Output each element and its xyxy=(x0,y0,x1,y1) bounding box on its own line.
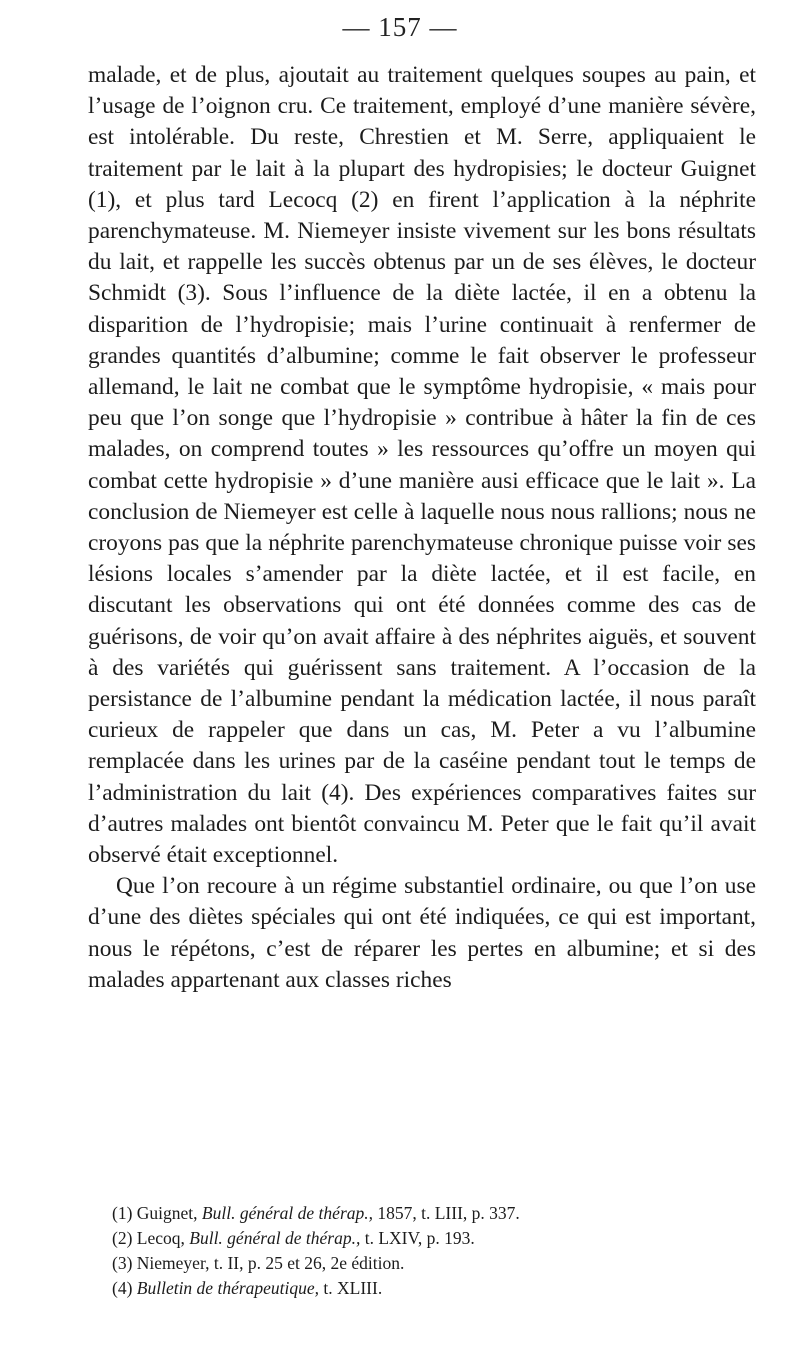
footnote-author: Niemeyer, xyxy=(136,1253,210,1273)
body-text xyxy=(88,60,756,996)
footnote-number: (1) xyxy=(112,1203,133,1223)
footnote-source: Bull. général de thérap., xyxy=(201,1203,373,1223)
footnote-number: (4) xyxy=(112,1278,133,1298)
footnote-detail: t. II, p. 25 et 26, 2e édition. xyxy=(213,1253,405,1273)
footnote-author: Guignet, xyxy=(136,1203,198,1223)
footnote-detail: t. XLIII. xyxy=(323,1278,383,1298)
paragraph-1: malade, et de plus, ajoutait au traitement quelques soupes au pain, et l’usage de l’oignon cru. Ce traitement, employé d’une manière sévère, est intolérable. Du reste, Chrestien et M. Serre, appliquaient le traitement par le lait à la plupart des hydropisies; le docteur Guignet (1), et plus tard Lecocq (2) en firent l’application à la néphrite parenchymateuse. M. Niemeyer insiste vivement sur les bons résultats du lait, et rappelle les succès obtenus par un de ses élèves, le docteur Schmidt (3). Sous l’influence de la diète lactée, il en a obtenu la disparition de l’hydropisie; mais l’urine continuait à renfermer de grandes quantités d’albumine; comme le fait observer le professeur allemand, le lait ne combat que le symptôme hydropisie, « mais pour peu que l’on songe que l’hydropisie » contribue à hâter la fin de ces malades, on comprend toutes » les ressources qu’offre un moyen qui combat cette hydropisie » d’une manière ausi efficace que le lait ». La conclusion de Niemeyer est celle à laquelle nous nous rallions; nous ne croyons pas que la néphrite parenchymateuse chronique puisse voir ses lésions locales s’amender par la diète lactée, et il est facile, en discutant les observations qui ont été données comme des cas de guérisons, de voir qu’on avait affaire à des néphrites aiguës, et souvent à des variétés qui guérissent sans traitement. A l’occasion de la persistance de l’albumine pendant la médication lactée, il nous paraît curieux de rappeler que dans un cas, M. Peter a vu l’albumine remplacée dans les urines par de la caséine pendant tout le temps de l’administration du lait (4). Des expériences comparatives faites sur d’autres malades ont bientôt convaincu M. Peter que le fait qu’il avait observé était exceptionnel. xyxy=(88,62,756,869)
footnote-number: (3) xyxy=(112,1253,133,1273)
footnote-2 xyxy=(112,1226,752,1251)
footnote-author: Lecoq, xyxy=(136,1228,185,1248)
footnote-detail: 1857, t. LIII, p. 337. xyxy=(377,1203,520,1223)
footnote-3 xyxy=(112,1251,752,1276)
footnote-number: (2) xyxy=(112,1228,133,1248)
footnote-4 xyxy=(112,1276,752,1301)
footnote-source: Bull. général de thérap., xyxy=(189,1228,361,1248)
footnote-detail: t. LXIV, p. 193. xyxy=(364,1228,475,1248)
footnote-1 xyxy=(112,1201,752,1226)
paragraph-2: Que l’on recoure à un régime substantiel ordinaire, ou que l’on use d’une des diètes spéciales qui ont été indiquées, ce qui est important, nous le répétons, c’est de réparer les pertes en albumine; et si des malades appartenant aux classes riches xyxy=(88,873,756,993)
footnote-source: Bulletin de thérapeutique, xyxy=(136,1278,320,1298)
page-number: — 157 — xyxy=(342,12,458,42)
footnotes xyxy=(112,1201,752,1301)
